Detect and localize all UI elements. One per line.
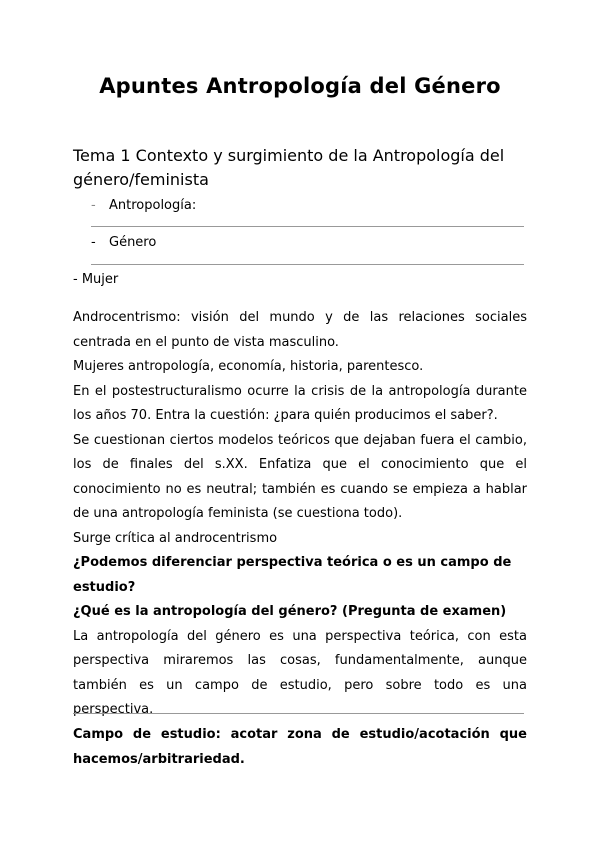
divider	[91, 264, 524, 265]
body-paragraphs	[73, 306, 527, 723]
list-item-text: Antropología:	[109, 198, 197, 213]
paragraph: Androcentrismo: visión del mundo y de las relaciones sociales centrada en el punto de vista masculino.	[73, 310, 527, 350]
list-dash: -	[91, 198, 96, 213]
bold-question: ¿Qué es la antropología del género? (Pregunta de examen)	[73, 604, 507, 619]
list-dash: -	[91, 235, 96, 250]
paragraph: Se cuestionan ciertos modelos teóricos que dejaban fuera el cambio, los de finales del s.XX. Enfatiza que el conocimiento que el conocimiento no es neutral; también es cuando se empieza a hablar de una antropología feminista (se cuestiona todo).	[73, 432, 527, 521]
bold-question: ¿Podemos diferenciar perspectiva teórica o es un campo de estudio?	[73, 555, 512, 595]
divider	[91, 226, 524, 227]
paragraph: Surge crítica al androcentrismo	[73, 530, 278, 546]
footer-bold-text: Campo de estudio: acotar zona de estudio/acotación que hacemos/arbitrariedad.	[73, 727, 527, 767]
paragraph: Mujeres antropología, economía, historia, parentesco.	[73, 359, 424, 374]
section-heading: Tema 1 Contexto y surgimiento de la Antropología del género/feminista	[73, 146, 505, 189]
divider	[73, 713, 524, 714]
answer-paragraph: La antropología del género es una perspectiva teórica, con esta perspectiva miraremos las cosas, fundamentalmente, aunque también es un campo de estudio, pero sobre todo es una perspectiva.	[73, 628, 527, 717]
list-item-text: Género	[109, 235, 157, 250]
plain-list-item: - Mujer	[73, 272, 119, 287]
paragraph: En el postestructuralismo ocurre la crisis de la antropología durante los años 70. Entra la cuestión: ¿para quién producimos el saber?.	[73, 383, 527, 423]
document-title: Apuntes Antropología del Género	[99, 74, 501, 98]
